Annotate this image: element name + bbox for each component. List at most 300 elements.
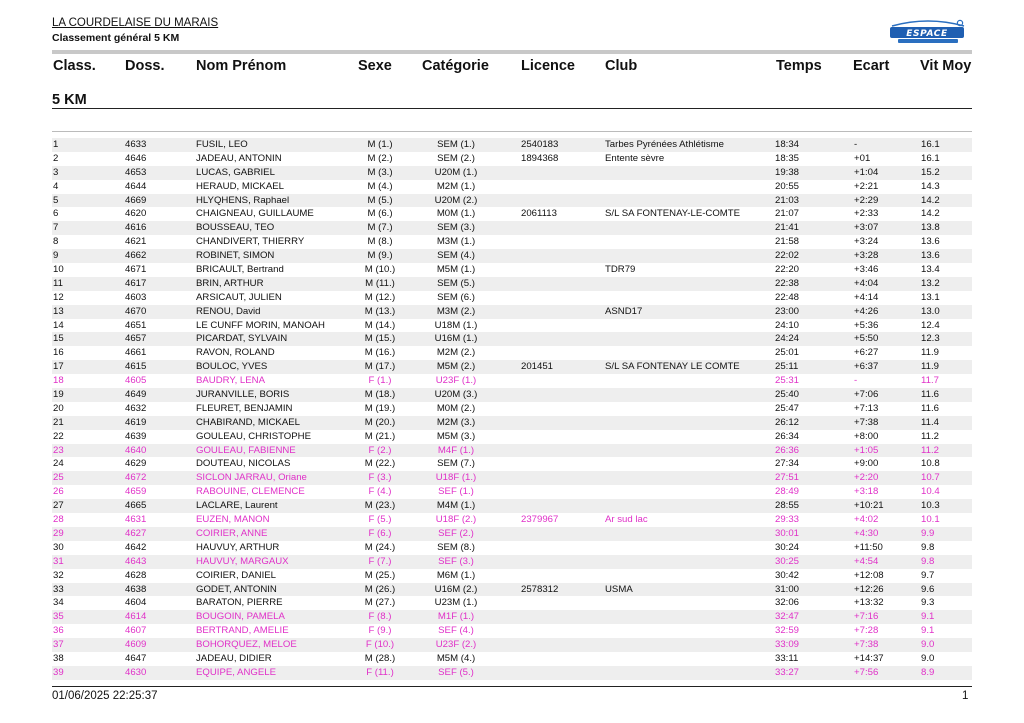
cell-licence: 2578312 — [521, 583, 559, 595]
cell-categorie: M0M (2.) — [436, 402, 476, 414]
cell-temps: 32:06 — [775, 597, 800, 609]
cell-categorie: SEF (1.) — [438, 486, 474, 498]
cell-vit-moy: 9.9 — [921, 527, 935, 539]
cell-vit-moy: 9.3 — [921, 597, 935, 609]
cell-rank: 20 — [53, 402, 64, 414]
cell-ecart: +7:06 — [854, 389, 879, 401]
table-row — [52, 319, 972, 333]
cell-name: ROBINET, SIMON — [196, 250, 275, 262]
cell-doss: 4672 — [125, 472, 147, 484]
cell-vit-moy: 16.1 — [921, 139, 940, 150]
cell-sexe: M (21.) — [364, 430, 396, 442]
cell-doss: 4617 — [125, 277, 147, 289]
cell-doss: 4638 — [125, 583, 147, 595]
cell-ecart: +7:56 — [854, 666, 879, 678]
cell-sexe: M (18.) — [364, 389, 396, 401]
cell-temps: 30:25 — [775, 555, 800, 567]
cell-vit-moy: 9.8 — [921, 555, 935, 567]
cell-rank: 9 — [53, 250, 59, 262]
cell-temps: 25:31 — [775, 375, 800, 387]
cell-doss: 4620 — [125, 208, 147, 220]
cell-name: RABOUINE, CLEMENCE — [196, 486, 305, 498]
cell-rank: 17 — [53, 361, 64, 373]
cell-name: CHAIGNEAU, GUILLAUME — [196, 208, 314, 220]
cell-doss: 4665 — [125, 500, 147, 512]
cell-vit-moy: 13.2 — [921, 277, 940, 289]
cell-name: LACLARE, Laurent — [196, 500, 278, 512]
cell-temps: 18:34 — [775, 139, 800, 150]
cell-sexe: M (17.) — [364, 361, 396, 373]
cell-categorie: M5M (3.) — [436, 430, 476, 442]
cell-doss: 4631 — [125, 514, 147, 526]
cell-sexe: F (3.) — [368, 472, 392, 484]
cell-ecart: +4:04 — [854, 277, 879, 289]
table-row — [52, 194, 972, 208]
cell-vit-moy: 14.2 — [921, 194, 940, 206]
cell-sexe: M (16.) — [364, 347, 396, 359]
cell-categorie: U20M (2.) — [434, 194, 478, 206]
cell-categorie: U18F (2.) — [435, 514, 477, 526]
cell-ecart: +6:27 — [854, 347, 879, 359]
cell-sexe: M (5.) — [367, 194, 393, 206]
cell-name: EQUIPE, ANGELE — [196, 666, 276, 678]
cell-categorie: SEM (8.) — [437, 541, 475, 553]
cell-ecart: +3:18 — [854, 486, 879, 498]
cell-sexe: M (6.) — [367, 208, 393, 220]
cell-vit-moy: 11.9 — [921, 347, 939, 359]
cell-vit-moy: 12.3 — [921, 333, 940, 345]
cell-categorie: M6M (1.) — [436, 569, 476, 581]
cell-doss: 4669 — [125, 194, 147, 206]
cell-ecart: +7:38 — [854, 639, 879, 651]
cell-categorie: SEM (3.) — [437, 222, 475, 234]
cell-licence: 1894368 — [521, 152, 559, 164]
cell-name: EUZEN, MANON — [196, 514, 270, 526]
cell-name: JURANVILLE, BORIS — [196, 389, 290, 401]
cell-ecart: +1:05 — [854, 444, 879, 456]
cell-sexe: F (4.) — [368, 486, 392, 498]
table-row — [52, 388, 972, 402]
cell-sexe: M (13.) — [364, 305, 396, 317]
cell-categorie: M5M (1.) — [436, 264, 476, 276]
cell-ecart: +7:28 — [854, 625, 879, 637]
cell-licence: 201451 — [521, 361, 554, 373]
cell-temps: 25:11 — [775, 361, 799, 373]
cell-rank: 26 — [53, 486, 64, 498]
cell-sexe: M (23.) — [364, 500, 396, 512]
cell-name: FUSIL, LEO — [196, 139, 248, 150]
table-row — [52, 541, 972, 555]
cell-ecart: +9:00 — [854, 458, 879, 470]
cell-sexe: M (12.) — [364, 291, 396, 303]
cell-name: COIRIER, DANIEL — [196, 569, 276, 581]
footer-rule — [52, 686, 972, 687]
cell-vit-moy: 11.6 — [921, 389, 939, 401]
cell-ecart: +7:13 — [854, 402, 879, 414]
table-row — [52, 346, 972, 360]
table-row — [52, 666, 972, 680]
cell-vit-moy: 9.1 — [921, 625, 935, 637]
cell-temps: 18:35 — [775, 152, 800, 164]
cell-ecart: +7:38 — [854, 416, 879, 428]
cell-vit-moy: 11.9 — [921, 361, 939, 373]
cell-vit-moy: 9.6 — [921, 583, 935, 595]
cell-name: RAVON, ROLAND — [196, 347, 275, 359]
cell-vit-moy: 13.6 — [921, 250, 940, 262]
cell-temps: 22:38 — [775, 277, 800, 289]
cell-doss: 4603 — [125, 291, 147, 303]
cell-rank: 3 — [53, 166, 59, 178]
cell-categorie: M5M (2.) — [436, 361, 476, 373]
cell-temps: 25:01 — [775, 347, 800, 359]
cell-vit-moy: 9.1 — [921, 611, 935, 623]
cell-sexe: F (11.) — [366, 666, 394, 678]
cell-rank: 29 — [53, 527, 64, 539]
table-row — [52, 263, 972, 277]
cell-sexe: M (25.) — [364, 569, 396, 581]
cell-sexe: M (15.) — [364, 333, 396, 345]
cell-temps: 33:09 — [775, 639, 800, 651]
cell-doss: 4607 — [125, 625, 147, 637]
cell-vit-moy: 14.3 — [921, 180, 940, 192]
cell-ecart: +1:04 — [854, 166, 879, 178]
cell-vit-moy: 13.6 — [921, 236, 940, 248]
cell-categorie: M2M (2.) — [436, 347, 476, 359]
cell-temps: 22:48 — [775, 291, 800, 303]
cell-ecart: +4:02 — [854, 514, 879, 526]
cell-ecart: +13:32 — [854, 597, 884, 609]
cell-licence: 2540183 — [521, 139, 559, 150]
cell-ecart: +12:08 — [854, 569, 884, 581]
col-licence: Licence — [521, 58, 575, 74]
cell-club: ASND17 — [605, 305, 643, 317]
cell-rank: 11 — [53, 277, 63, 289]
table-row — [52, 457, 972, 471]
cell-sexe: F (2.) — [368, 444, 392, 456]
cell-categorie: U23M (1.) — [434, 597, 478, 609]
cell-rank: 27 — [53, 500, 64, 512]
cell-temps: 30:01 — [775, 527, 800, 539]
cell-club: Tarbes Pyrénées Athlétisme — [605, 139, 724, 150]
cell-ecart: +2:20 — [854, 472, 879, 484]
cell-categorie: U16M (1.) — [434, 333, 478, 345]
cell-club: USMA — [605, 583, 633, 595]
cell-name: HAUVUY, ARTHUR — [196, 541, 280, 553]
cell-name: RENOU, David — [196, 305, 261, 317]
cell-categorie: SEF (3.) — [438, 555, 474, 567]
col-categorie: Catégorie — [422, 58, 489, 74]
cell-categorie: SEM (4.) — [437, 250, 475, 262]
table-row — [52, 138, 972, 152]
cell-doss: 4614 — [125, 611, 147, 623]
cell-rank: 10 — [53, 264, 64, 276]
cell-categorie: M5M (4.) — [436, 652, 476, 664]
page-number: 1 — [962, 690, 969, 702]
cell-rank: 30 — [53, 541, 64, 553]
cell-sexe: M (8.) — [367, 236, 393, 248]
cell-temps: 19:38 — [775, 166, 800, 178]
cell-sexe: M (28.) — [364, 652, 396, 664]
table-row — [52, 360, 972, 374]
table-row — [52, 332, 972, 346]
cell-rank: 31 — [53, 555, 64, 567]
cell-doss: 4653 — [125, 166, 147, 178]
cell-ecart: +2:21 — [854, 180, 879, 192]
cell-vit-moy: 8.9 — [921, 666, 935, 678]
cell-rank: 35 — [53, 611, 64, 623]
organizer-title: LA COURDELAISE DU MARAIS — [52, 17, 219, 29]
cell-doss: 4651 — [125, 319, 147, 331]
cell-categorie: SEM (2.) — [437, 152, 475, 164]
cell-sexe: M (27.) — [364, 597, 396, 609]
cell-ecart: +2:33 — [854, 208, 879, 220]
cell-temps: 24:10 — [775, 319, 800, 331]
cell-doss: 4630 — [125, 666, 147, 678]
cell-ecart: +3:46 — [854, 264, 879, 276]
cell-categorie: SEF (4.) — [438, 625, 474, 637]
cell-rank: 25 — [53, 472, 64, 484]
cell-temps: 22:20 — [775, 264, 800, 276]
cell-ecart: - — [854, 375, 858, 387]
cell-temps: 33:11 — [775, 652, 799, 664]
cell-categorie: M4F (1.) — [437, 444, 475, 456]
table-row — [52, 610, 972, 624]
cell-name: BRICAULT, Bertrand — [196, 264, 284, 276]
table-row — [52, 471, 972, 485]
cell-name: CHANDIVERT, THIERRY — [196, 236, 305, 248]
cell-ecart: +12:26 — [854, 583, 884, 595]
cell-temps: 21:07 — [775, 208, 800, 220]
table-row — [52, 527, 972, 541]
cell-temps: 27:51 — [775, 472, 800, 484]
cell-temps: 30:24 — [775, 541, 800, 553]
cell-categorie: M0M (1.) — [436, 208, 476, 220]
table-row — [52, 249, 972, 263]
cell-vit-moy: 15.2 — [921, 166, 940, 178]
table-row — [52, 583, 972, 597]
cell-doss: 4646 — [125, 152, 147, 164]
cell-categorie: SEM (5.) — [437, 277, 475, 289]
table-row — [52, 652, 972, 666]
cell-doss: 4605 — [125, 375, 147, 387]
cell-ecart: +3:07 — [854, 222, 879, 234]
cell-club: TDR79 — [605, 264, 636, 276]
table-row — [52, 180, 972, 194]
cell-ecart: +10:21 — [854, 500, 884, 512]
svg-text:ESPACE: ESPACE — [906, 29, 948, 39]
col-nom: Nom Prénom — [196, 58, 287, 74]
cell-name: BOUSSEAU, TEO — [196, 222, 275, 234]
cell-vit-moy: 11.4 — [921, 416, 939, 428]
cell-doss: 4615 — [125, 361, 147, 373]
table-row — [52, 485, 972, 499]
cell-sexe: M (22.) — [364, 458, 396, 470]
cell-rank: 19 — [53, 389, 64, 401]
cell-licence: 2061113 — [521, 208, 557, 220]
cell-temps: 25:47 — [775, 402, 800, 414]
cell-rank: 15 — [53, 333, 64, 345]
cell-rank: 24 — [53, 458, 64, 470]
cell-vit-moy: 9.0 — [921, 652, 935, 664]
cell-name: BERTRAND, AMELIE — [196, 625, 289, 637]
table-row — [52, 430, 972, 444]
cell-rank: 6 — [53, 208, 59, 220]
cell-temps: 23:00 — [775, 305, 800, 317]
table-top-rule — [52, 131, 972, 132]
cell-ecart: +4:26 — [854, 305, 879, 317]
cell-doss: 4659 — [125, 486, 147, 498]
cell-rank: 5 — [53, 194, 59, 206]
cell-name: FLEURET, BENJAMIN — [196, 402, 293, 414]
cell-doss: 4642 — [125, 541, 147, 553]
cell-name: BAUDRY, LENA — [196, 375, 265, 387]
cell-doss: 4647 — [125, 652, 147, 664]
cell-sexe: M (9.) — [367, 250, 393, 262]
cell-categorie: M2M (3.) — [436, 416, 476, 428]
cell-ecart: +2:29 — [854, 194, 879, 206]
cell-vit-moy: 11.2 — [921, 444, 939, 456]
cell-sexe: M (2.) — [367, 152, 393, 164]
cell-categorie: SEF (5.) — [438, 666, 474, 678]
cell-categorie: U20M (3.) — [434, 389, 478, 401]
cell-categorie: M3M (2.) — [436, 305, 476, 317]
cell-rank: 34 — [53, 597, 64, 609]
cell-doss: 4649 — [125, 389, 147, 401]
cell-doss: 4661 — [125, 347, 147, 359]
table-row — [52, 277, 972, 291]
table-row — [52, 416, 972, 430]
cell-doss: 4643 — [125, 555, 147, 567]
cell-categorie: U16M (2.) — [434, 583, 478, 595]
cell-rank: 39 — [53, 666, 64, 678]
cell-categorie: SEF (2.) — [438, 527, 474, 539]
cell-doss: 4616 — [125, 222, 147, 234]
table-row — [52, 444, 972, 458]
cell-doss: 4619 — [125, 416, 147, 428]
cell-doss: 4644 — [125, 180, 147, 192]
cell-name: GOULEAU, FABIENNE — [196, 444, 296, 456]
cell-sexe: M (19.) — [364, 402, 396, 414]
cell-temps: 28:49 — [775, 486, 800, 498]
cell-name: DOUTEAU, NICOLAS — [196, 458, 291, 470]
cell-name: BOHORQUEZ, MELOE — [196, 639, 297, 651]
cell-sexe: F (10.) — [365, 639, 395, 651]
cell-name: JADEAU, DIDIER — [196, 652, 272, 664]
cell-categorie: M1F (1.) — [437, 611, 475, 623]
cell-rank: 38 — [53, 652, 64, 664]
cell-doss: 4627 — [125, 527, 147, 539]
cell-ecart: +3:24 — [854, 236, 879, 248]
cell-vit-moy: 10.4 — [921, 486, 940, 498]
table-row — [52, 596, 972, 610]
cell-licence: 2379967 — [521, 514, 559, 526]
cell-doss: 4609 — [125, 639, 147, 651]
table-row — [52, 499, 972, 513]
cell-doss: 4632 — [125, 402, 147, 414]
cell-categorie: U20M (1.) — [434, 166, 478, 178]
cell-rank: 22 — [53, 430, 64, 442]
table-row — [52, 555, 972, 569]
cell-temps: 32:47 — [775, 611, 800, 623]
cell-rank: 36 — [53, 625, 64, 637]
cell-vit-moy: 9.7 — [921, 569, 935, 581]
cell-sexe: F (6.) — [368, 527, 392, 539]
cell-sexe: F (1.) — [368, 375, 392, 387]
ranking-subtitle: Classement général 5 KM — [52, 32, 180, 44]
cell-rank: 33 — [53, 583, 64, 595]
page-header — [52, 16, 218, 46]
cell-rank: 32 — [53, 569, 64, 581]
cell-temps: 21:03 — [775, 194, 800, 206]
cell-ecart: +6:37 — [854, 361, 879, 373]
cell-name: ARSICAUT, JULIEN — [196, 291, 282, 303]
cell-name: BOULOC, YVES — [196, 361, 268, 373]
cell-vit-moy: 10.3 — [921, 500, 940, 512]
cell-ecart: +4:54 — [854, 555, 879, 567]
table-row — [52, 166, 972, 180]
cell-doss: 4670 — [125, 305, 147, 317]
col-sexe: Sexe — [358, 58, 392, 74]
table-row — [52, 207, 972, 221]
cell-doss: 4657 — [125, 333, 147, 345]
cell-name: JADEAU, ANTONIN — [196, 152, 282, 164]
cell-name: HAUVUY, MARGAUX — [196, 555, 289, 567]
col-vit-moy: Vit Moy — [920, 58, 972, 74]
cell-ecart: +7:16 — [854, 611, 879, 623]
table-row — [52, 152, 972, 166]
header-rule — [52, 50, 972, 54]
cell-name: BRIN, ARTHUR — [196, 277, 264, 289]
table-row — [52, 513, 972, 527]
col-temps: Temps — [776, 58, 822, 74]
cell-club: Ar sud lac — [605, 514, 648, 526]
cell-rank: 14 — [53, 319, 64, 331]
table-row — [52, 221, 972, 235]
cell-sexe: M (7.) — [367, 222, 393, 234]
cell-sexe: M (26.) — [364, 583, 396, 595]
col-ecart: Ecart — [853, 58, 890, 74]
cell-temps: 26:12 — [775, 416, 800, 428]
cell-vit-moy: 14.2 — [921, 208, 940, 220]
cell-temps: 28:55 — [775, 500, 800, 512]
cell-rank: 18 — [53, 375, 64, 387]
cell-vit-moy: 11.2 — [921, 430, 939, 442]
cell-vit-moy: 11.7 — [921, 375, 939, 387]
cell-temps: 26:36 — [775, 444, 800, 456]
print-datetime: 01/06/2025 22:25:37 — [52, 690, 158, 702]
cell-ecart: +5:36 — [854, 319, 879, 331]
table-row — [52, 624, 972, 638]
column-headers — [0, 58, 1024, 78]
cell-temps: 20:55 — [775, 180, 800, 192]
cell-rank: 21 — [53, 416, 64, 428]
cell-doss: 4640 — [125, 444, 147, 456]
cell-rank: 12 — [53, 291, 64, 303]
cell-club: S/L SA FONTENAY-LE-COMTE — [605, 208, 741, 220]
cell-temps: 22:02 — [775, 250, 800, 262]
cell-temps: 25:40 — [775, 389, 800, 401]
cell-name: COIRIER, ANNE — [196, 527, 268, 539]
cell-temps: 24:24 — [775, 333, 800, 345]
cell-ecart: - — [854, 139, 858, 150]
cell-club: Entente sèvre — [605, 152, 665, 164]
cell-vit-moy: 13.8 — [921, 222, 940, 234]
col-doss: Doss. — [125, 58, 165, 74]
cell-sexe: M (14.) — [364, 319, 396, 331]
cell-doss: 4628 — [125, 569, 147, 581]
cell-ecart: +4:30 — [854, 527, 879, 539]
cell-ecart: +01 — [854, 152, 871, 164]
